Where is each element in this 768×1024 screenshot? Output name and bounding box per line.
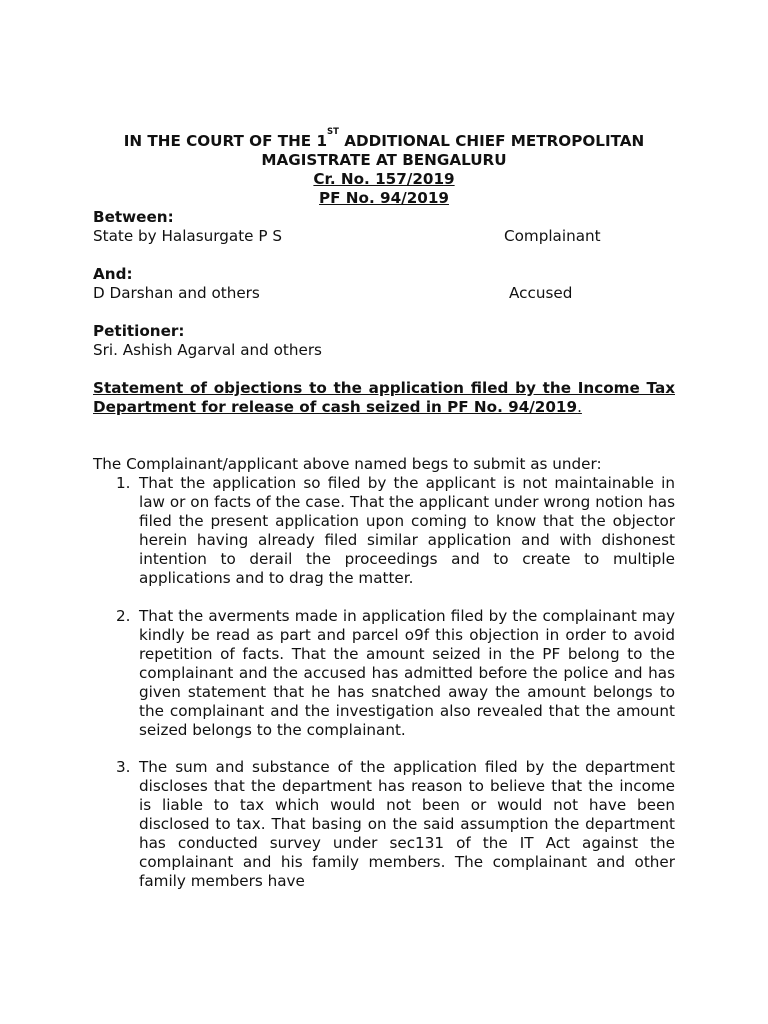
list-item-number: 3. <box>116 758 131 776</box>
ordinal-superscript: ST <box>327 127 339 137</box>
list-item-text: That the application so filed by the applicant is not maintainable in law or on facts of the case. That the applicant under wrong notion has filed the present application upon coming to know that the objector herein having already filed similar application and with dishonest intention to derail the proceedings and to create to multiple applications and to drag the matter. <box>139 474 675 587</box>
list-item <box>116 758 675 891</box>
petitioner-label: Petitioner: <box>93 322 185 340</box>
list-item-text: That the averments made in application filed by the complainant may kindly be read as part and parcel o9f this objection in order to avoid repetition of facts. That the amount seized in the PF belong to the complainant and the accused has admitted before the police and has given statement that he has snatched away the amount belongs to the complainant and the investigation also revealed that the amount seized belongs to the complainant. <box>139 607 675 739</box>
list-item-number: 1. <box>116 474 131 492</box>
petitioner-name: Sri. Ashish Agarval and others <box>93 341 322 359</box>
complainant-role: Complainant <box>504 227 601 245</box>
case-crime-number: Cr. No. 157/2019 <box>313 170 455 188</box>
list-item-text: The sum and substance of the application filed by the department discloses that the department has reason to believe that the income is liable to tax which would not been or would not have been disclosed to tax. That basing on the said assumption the department has conducted survey under sec131 of the IT Act against the complainant and his family members. The complainant and other family members have <box>139 758 675 890</box>
subject-statement: Statement of objections to the application filed by the Income Tax Department for release of cash seized in PF No. 94/2019. <box>93 379 675 416</box>
list-item <box>116 607 675 740</box>
between-label: Between: <box>93 208 174 226</box>
accused-name: D Darshan and others <box>93 284 260 302</box>
and-label: And: <box>93 265 133 283</box>
case-pf-number: PF No. 94/2019 <box>319 189 449 207</box>
list-item-number: 2. <box>116 607 131 625</box>
court-heading-line-1: IN THE COURT OF THE 1ST ADDITIONAL CHIEF METROPOLITAN <box>123 127 645 150</box>
court-heading-line-2: MAGISTRATE AT BENGALURU <box>261 151 507 169</box>
intro-sentence: The Complainant/applicant above named begs to submit as under: <box>93 455 602 473</box>
complainant-name: State by Halasurgate P S <box>93 227 282 245</box>
accused-role: Accused <box>509 284 573 302</box>
list-item <box>116 474 675 588</box>
